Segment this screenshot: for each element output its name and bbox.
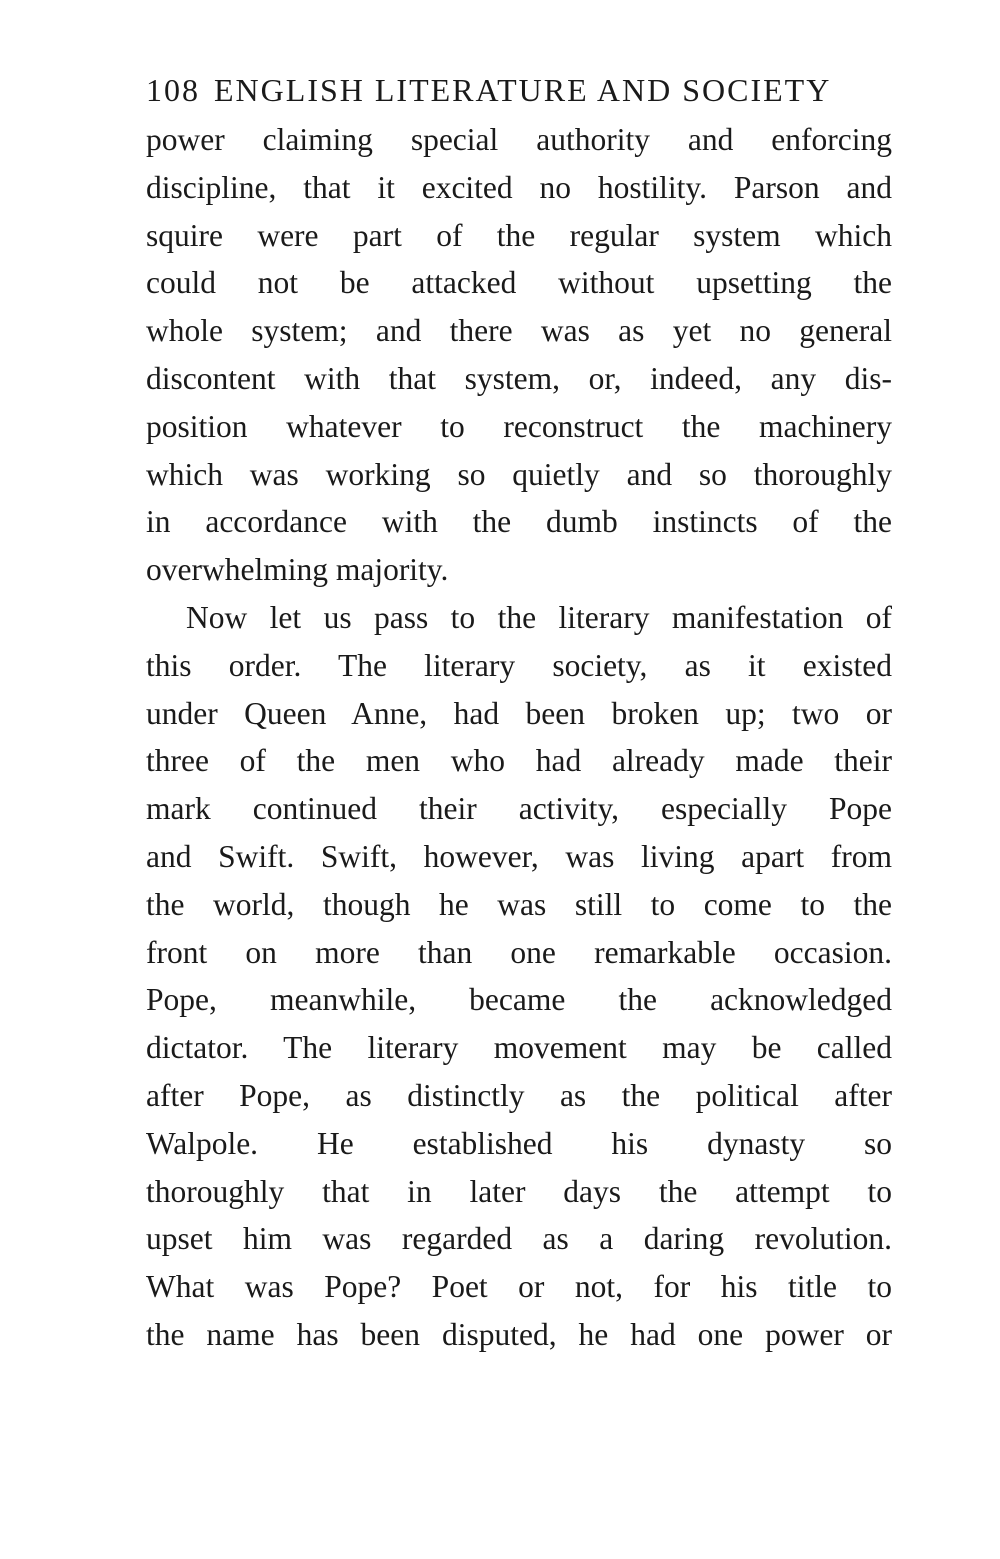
text-line: squire were part of the regular system which xyxy=(146,217,892,253)
text-line: Now let us pass to the literary manifestation of xyxy=(186,599,892,635)
body-text xyxy=(146,116,892,1359)
text-line: dictator. The literary movement may be called xyxy=(146,1030,892,1066)
text-line: position whatever to reconstruct the machinery xyxy=(146,408,892,444)
running-header xyxy=(146,66,892,114)
page-number: 108 xyxy=(146,72,200,108)
text-line: front on more than one remarkable occasion. xyxy=(146,934,892,970)
text-line: after Pope, as distinctly as the political after xyxy=(146,1077,892,1113)
text-line: mark continued their activity, especially Pope xyxy=(146,791,892,827)
text-line: thoroughly that in later days the attempt to xyxy=(146,1173,892,1209)
paragraph-2 xyxy=(146,594,892,1359)
text-line: whole system; and there was as yet no general xyxy=(146,313,892,349)
text-line: discipline, that it excited no hostility. Parson and xyxy=(146,169,892,205)
text-line: Walpole. He established his dynasty so xyxy=(146,1125,892,1161)
text-line: under Queen Anne, had been broken up; two or xyxy=(146,695,892,731)
text-line: which was working so quietly and so thoroughly xyxy=(146,456,892,492)
text-line: What was Pope? Poet or not, for his title to xyxy=(146,1269,892,1305)
text-line: the world, though he was still to come to the xyxy=(146,886,892,922)
text-line: the name has been disputed, he had one power or xyxy=(146,1316,892,1352)
text-line: Pope, meanwhile, became the acknowledged xyxy=(146,982,892,1018)
text-line: upset him was regarded as a daring revolution. xyxy=(146,1221,892,1257)
paragraph-1 xyxy=(146,116,892,594)
text-line: power claiming special authority and enforcing xyxy=(146,122,892,157)
text-line: discontent with that system, or, indeed, any dis- xyxy=(146,360,892,396)
text-line: and Swift. Swift, however, was living apart from xyxy=(146,838,892,874)
text-line: in accordance with the dumb instincts of the xyxy=(146,504,892,540)
text-line: could not be attacked without upsetting the xyxy=(146,265,892,301)
text-line: three of the men who had already made their xyxy=(146,743,892,779)
running-title: ENGLISH LITERATURE AND SOCIETY xyxy=(214,72,832,108)
text-line: overwhelming majority. xyxy=(146,552,449,588)
text-line: this order. The literary society, as it existed xyxy=(146,647,892,683)
